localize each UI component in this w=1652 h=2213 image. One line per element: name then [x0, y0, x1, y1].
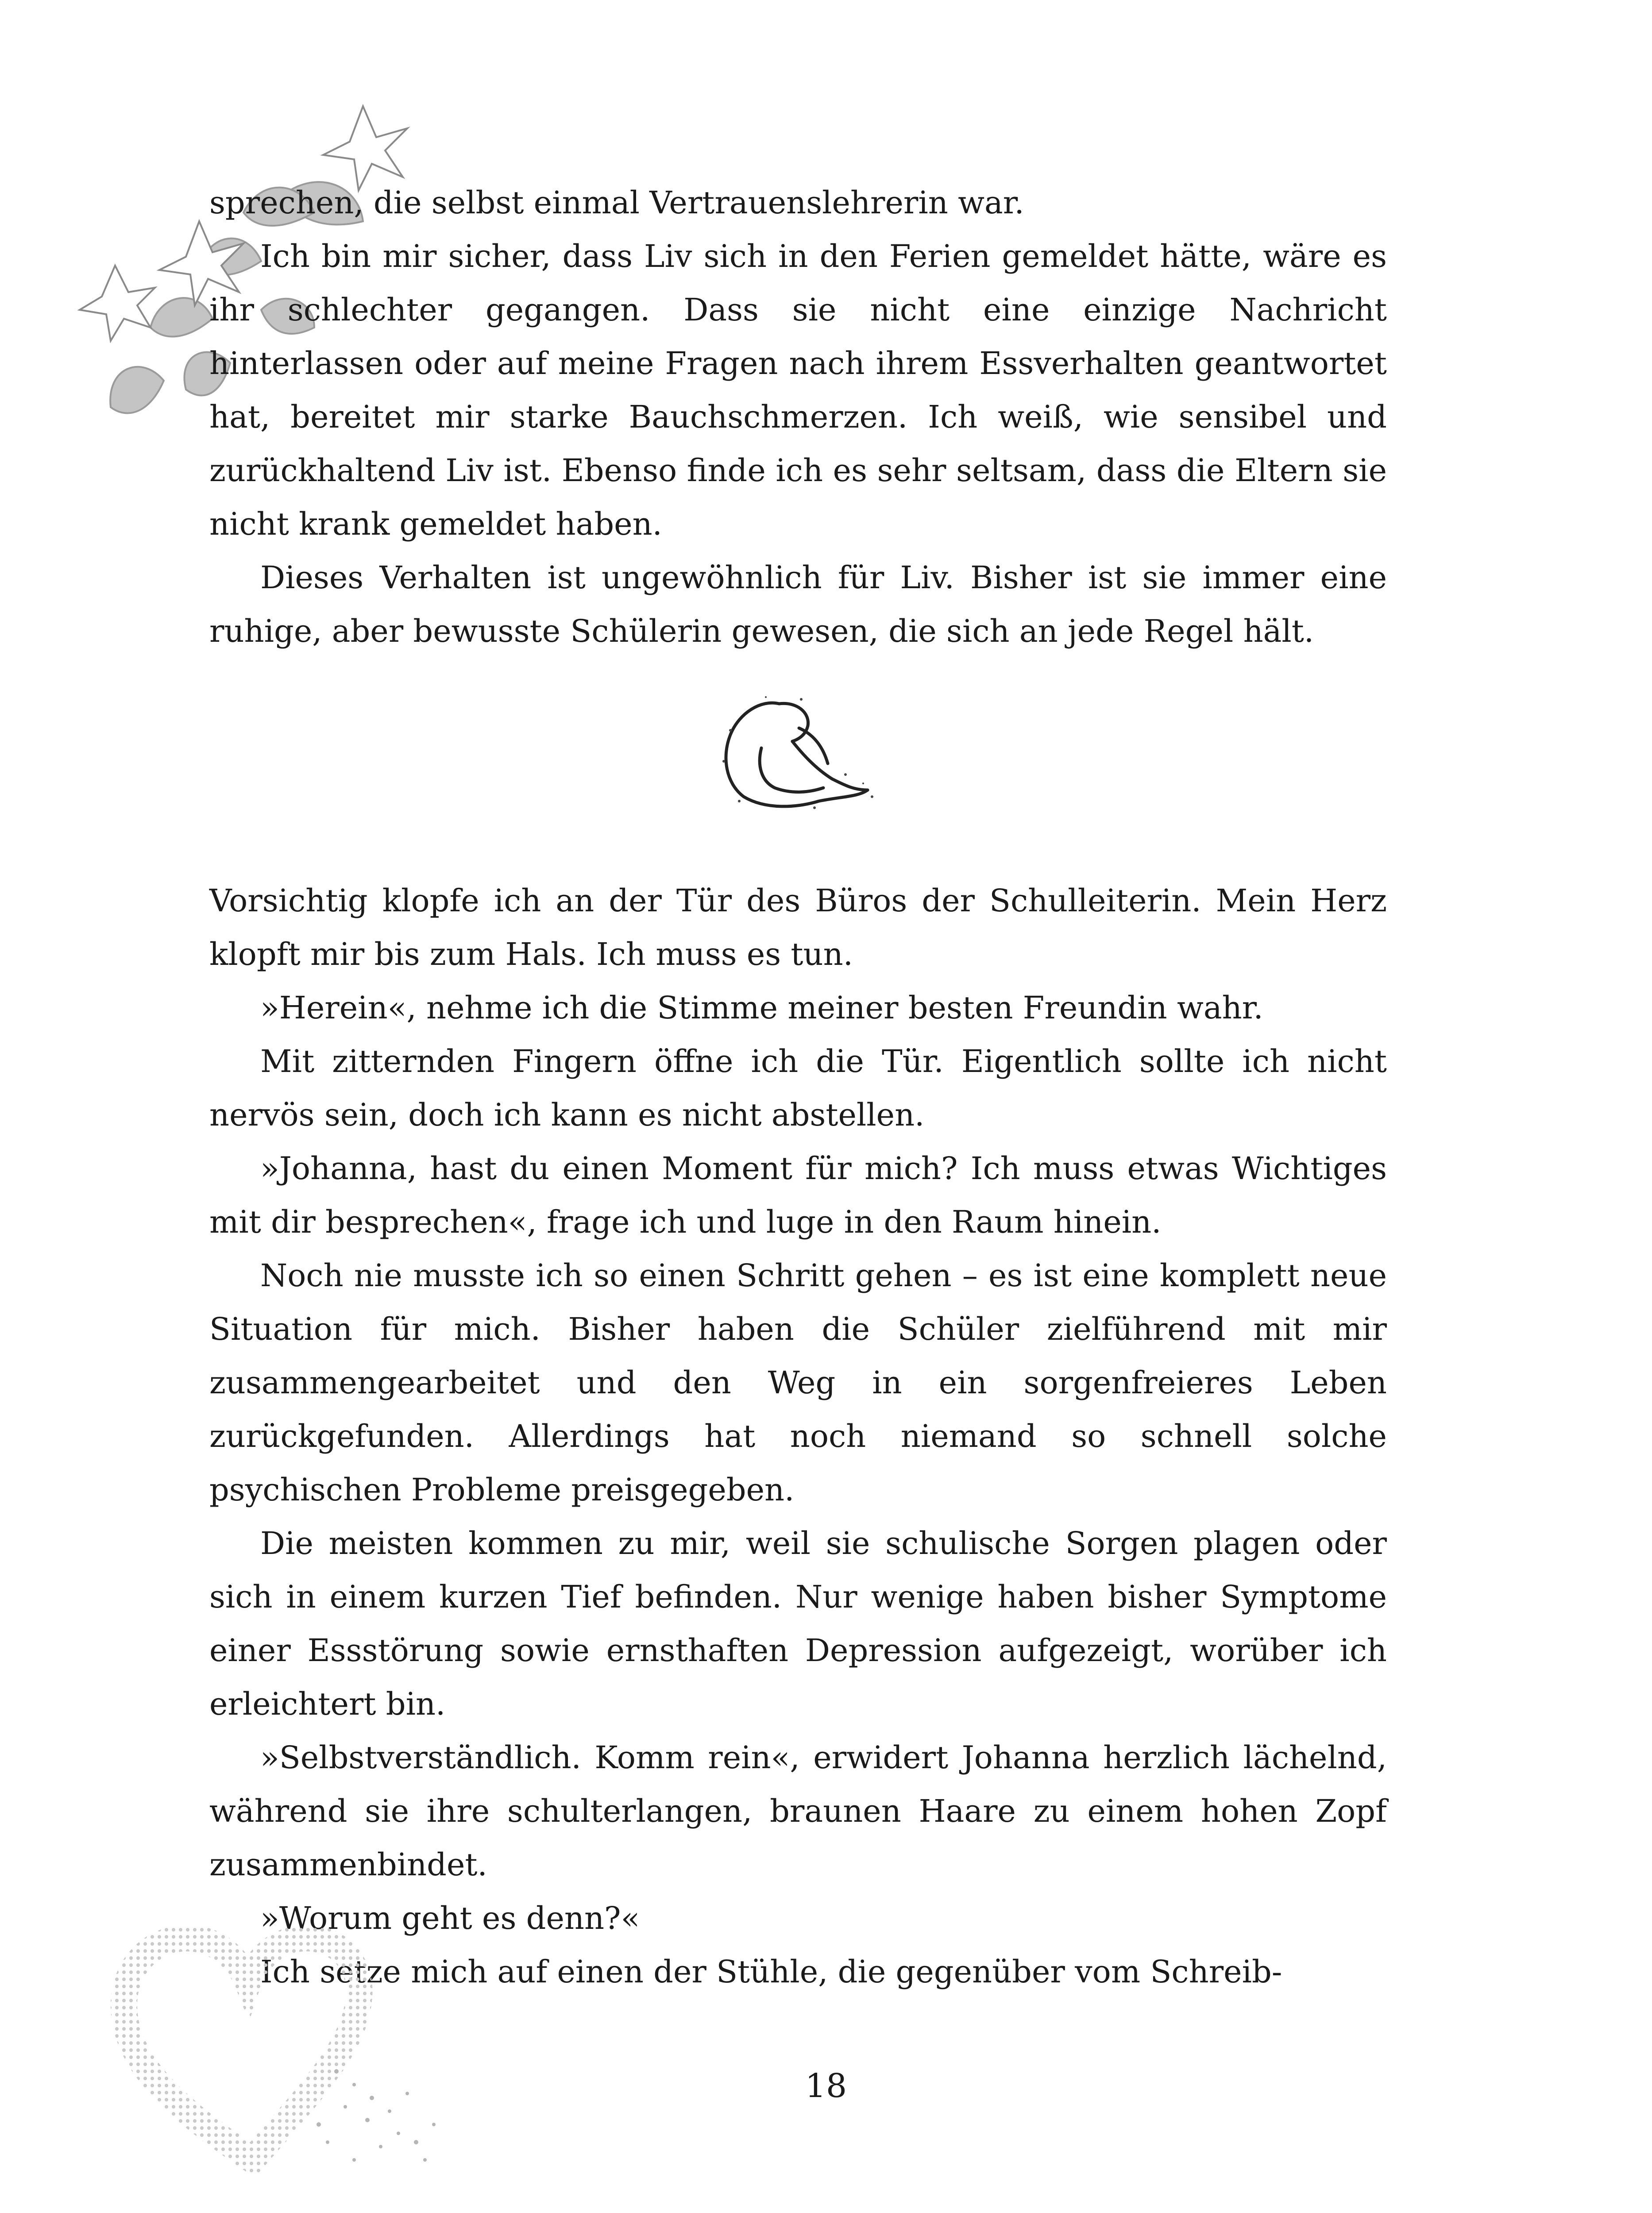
dotted-heart-icon: [106, 1912, 452, 2178]
main-text-block: [209, 874, 1387, 1999]
paragraph: Ich setze mich auf einen der Stühle, die gegenüber vom Schreib-: [260, 1954, 1282, 1990]
paragraph: »Worum geht es denn?«: [260, 1900, 640, 1936]
top-text-block: [209, 176, 1387, 658]
paragraph: sprechen, die selbst einmal Vertrauenslehrerin war.: [209, 185, 1024, 221]
paragraph: Noch nie musste ich so einen Schritt gehen – es ist eine komplett neue Situation für mich. Bisher haben die Schüler zielführend mit mir zusammengearbeitet und den Weg in ein sorgenfreieres Leben zurückgefunden. Allerdings hat noch niemand so schnell solche psychischen Probleme preisgegeben.: [209, 1257, 1387, 1508]
paragraph: Ich bin mir sicher, dass Liv sich in den Ferien gemeldet hätte, wäre es ihr schlechter gegangen. Dass sie nicht eine einzige Nachricht hinterlassen oder auf meine Fragen nach ihrem Essverhalten geantwortet hat, bereitet mir starke Bauchschmerzen. Ich weiß, wie sensibel und zurückhaltend Liv ist. Ebenso finde ich es sehr seltsam, dass die Eltern sie nicht krank gemeldet haben.: [209, 238, 1387, 542]
paragraph: Dieses Verhalten ist ungewöhnlich für Liv. Bisher ist sie immer eine ruhige, aber bewusste Schülerin gewesen, die sich an jede Regel hält.: [209, 559, 1387, 649]
paragraph: »Johanna, hast du einen Moment für mich? Ich muss etwas Wichtiges mit dir besprechen«, frage ich und luge in den Raum hinein.: [209, 1150, 1387, 1240]
paragraph: Mit zitternden Fingern öffne ich die Tür. Eigentlich sollte ich nicht nervös sein, doch ich kann es nicht abstellen.: [209, 1043, 1387, 1133]
page-number: 18: [805, 2067, 847, 2105]
crouching-figure-icon: [713, 690, 881, 819]
paragraph: Vorsichtig klopfe ich an der Tür des Büros der Schulleiterin. Mein Herz klopft mir bis zum Hals. Ich muss es tun.: [209, 883, 1387, 972]
paragraph: »Herein«, nehme ich die Stimme meiner besten Freundin wahr.: [260, 990, 1263, 1026]
paragraph: »Selbstverständlich. Komm rein«, erwidert Johanna herzlich lächelnd, während sie ihre schulterlangen, braunen Haare zu einem hohen Zopf zusammenbindet.: [209, 1739, 1387, 1883]
paragraph: Die meisten kommen zu mir, weil sie schulische Sorgen plagen oder sich in einem kurzen Tief befinden. Nur wenige haben bisher Symptome einer Essstörung sowie ernsthaften Depression aufgezeigt, worüber ich erleichtert bin.: [209, 1525, 1387, 1722]
